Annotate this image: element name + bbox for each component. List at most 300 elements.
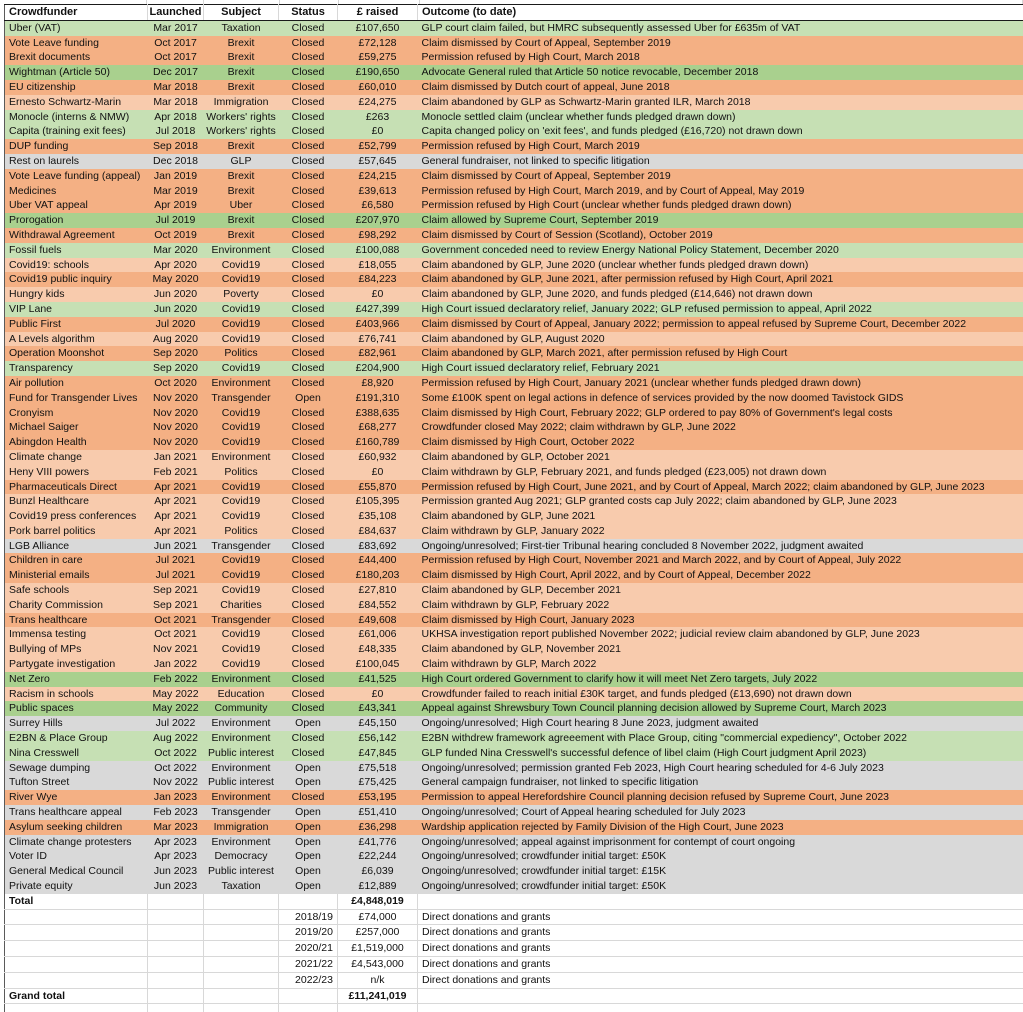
cell-launched[interactable]: Jun 2023 (148, 879, 204, 894)
cell-raised[interactable]: £18,055 (338, 258, 418, 273)
cell-crowdfunder[interactable]: General Medical Council (5, 864, 148, 879)
cell-launched[interactable]: Sep 2020 (148, 361, 204, 376)
cell-subject[interactable]: Charities (204, 598, 279, 613)
cell-empty[interactable] (148, 925, 204, 941)
cell-status[interactable]: Closed (279, 110, 338, 125)
cell-raised[interactable]: £27,810 (338, 583, 418, 598)
cell-subject[interactable]: Environment (204, 835, 279, 850)
cell-crowdfunder[interactable]: Monocle (interns & NMW) (5, 110, 148, 125)
cell-raised[interactable]: £48,335 (338, 642, 418, 657)
cell-launched[interactable]: Jan 2023 (148, 790, 204, 805)
cell-crowdfunder[interactable]: LGB Alliance (5, 539, 148, 554)
cell-donation-raised[interactable]: £74,000 (338, 909, 418, 925)
cell-crowdfunder[interactable]: Fund for Transgender Lives (5, 391, 148, 406)
cell-launched[interactable]: Jul 2021 (148, 553, 204, 568)
cell-outcome[interactable]: Some £100K spent on legal actions in defence of services provided by the now doomed Tavistock GIDS (418, 391, 1023, 406)
cell-launched[interactable]: Apr 2018 (148, 110, 204, 125)
cell-outcome[interactable]: Claim abandoned by GLP, August 2020 (418, 332, 1023, 347)
cell-launched[interactable]: Jul 2019 (148, 213, 204, 228)
cell-status[interactable]: Closed (279, 598, 338, 613)
cell-launched[interactable]: Feb 2022 (148, 672, 204, 687)
cell-launched[interactable]: Dec 2017 (148, 65, 204, 80)
cell-subject[interactable]: Covid19 (204, 302, 279, 317)
cell-crowdfunder[interactable]: Bullying of MPs (5, 642, 148, 657)
cell-outcome[interactable]: Ongoing/unresolved; permission granted Feb 2023, High Court hearing scheduled for 4-6 July 2023 (418, 761, 1023, 776)
cell-status[interactable]: Closed (279, 20, 338, 35)
cell-outcome[interactable]: Claim abandoned by GLP as Schwartz-Marin granted ILR, March 2018 (418, 95, 1023, 110)
cell-status[interactable]: Closed (279, 198, 338, 213)
cell-donation-year[interactable]: 2022/23 (279, 972, 338, 988)
cell-raised[interactable]: £60,010 (338, 80, 418, 95)
cell-outcome[interactable]: Claim abandoned by GLP, October 2021 (418, 450, 1023, 465)
cell-empty[interactable] (279, 1004, 338, 1012)
cell-empty[interactable] (204, 925, 279, 941)
cell-empty[interactable] (148, 894, 204, 909)
cell-donation-raised[interactable]: £257,000 (338, 925, 418, 941)
cell-subject[interactable]: Immigration (204, 820, 279, 835)
cell-outcome[interactable]: Appeal against Shrewsbury Town Council planning decision allowed by Supreme Court, March 2023 (418, 701, 1023, 716)
cell-outcome[interactable]: GLP court claim failed, but HMRC subsequently assessed Uber for £635m of VAT (418, 20, 1023, 35)
cell-outcome[interactable]: Claim dismissed by Dutch court of appeal, June 2018 (418, 80, 1023, 95)
cell-subject[interactable]: Public interest (204, 864, 279, 879)
cell-crowdfunder[interactable]: Vote Leave funding (5, 36, 148, 51)
cell-outcome[interactable]: Permission refused by High Court, June 2021, and by Court of Appeal, March 2022; claim abandoned by GLP, June 2023 (418, 480, 1023, 495)
cell-launched[interactable]: May 2022 (148, 701, 204, 716)
cell-crowdfunder[interactable]: Racism in schools (5, 687, 148, 702)
cell-status[interactable]: Closed (279, 228, 338, 243)
cell-outcome[interactable]: Ongoing/unresolved; crowdfunder initial target: £50K (418, 879, 1023, 894)
cell-empty[interactable] (418, 1004, 1023, 1012)
cell-launched[interactable]: Jan 2022 (148, 657, 204, 672)
header-status[interactable]: Status (279, 5, 338, 21)
cell-status[interactable]: Closed (279, 701, 338, 716)
cell-status[interactable]: Closed (279, 731, 338, 746)
cell-launched[interactable]: Apr 2020 (148, 258, 204, 273)
cell-raised[interactable]: £388,635 (338, 406, 418, 421)
cell-launched[interactable]: Mar 2023 (148, 820, 204, 835)
cell-launched[interactable]: Jul 2021 (148, 568, 204, 583)
cell-launched[interactable]: Apr 2021 (148, 480, 204, 495)
cell-empty[interactable] (279, 894, 338, 909)
cell-subject[interactable]: Brexit (204, 50, 279, 65)
cell-launched[interactable]: Jul 2020 (148, 317, 204, 332)
cell-subject[interactable]: Democracy (204, 849, 279, 864)
cell-status[interactable]: Closed (279, 435, 338, 450)
cell-raised[interactable]: £61,006 (338, 627, 418, 642)
cell-outcome[interactable]: Monocle settled claim (unclear whether funds pledged drawn down) (418, 110, 1023, 125)
cell-launched[interactable]: Dec 2018 (148, 154, 204, 169)
cell-crowdfunder[interactable]: VIP Lane (5, 302, 148, 317)
cell-empty[interactable] (148, 1004, 204, 1012)
cell-subject[interactable]: Brexit (204, 139, 279, 154)
cell-subject[interactable]: Uber (204, 198, 279, 213)
cell-launched[interactable]: Jul 2018 (148, 124, 204, 139)
cell-raised[interactable]: £41,776 (338, 835, 418, 850)
cell-empty[interactable] (148, 957, 204, 973)
cell-raised[interactable]: £35,108 (338, 509, 418, 524)
cell-crowdfunder[interactable]: A Levels algorithm (5, 332, 148, 347)
header-launched[interactable]: Launched (148, 5, 204, 21)
cell-subject[interactable]: Covid19 (204, 406, 279, 421)
cell-launched[interactable]: Oct 2019 (148, 228, 204, 243)
cell-subject[interactable]: Covid19 (204, 553, 279, 568)
cell-status[interactable]: Open (279, 820, 338, 835)
cell-subject[interactable]: Covid19 (204, 361, 279, 376)
cell-subject[interactable]: Transgender (204, 391, 279, 406)
cell-launched[interactable]: Nov 2022 (148, 775, 204, 790)
cell-raised[interactable]: £51,410 (338, 805, 418, 820)
cell-launched[interactable]: Sep 2021 (148, 598, 204, 613)
cell-raised[interactable]: £100,045 (338, 657, 418, 672)
cell-empty[interactable] (5, 1004, 148, 1012)
cell-donation-outcome[interactable]: Direct donations and grants (418, 925, 1023, 941)
cell-subject[interactable]: Covid19 (204, 642, 279, 657)
cell-raised[interactable]: £12,889 (338, 879, 418, 894)
cell-crowdfunder[interactable]: Public spaces (5, 701, 148, 716)
cell-status[interactable]: Closed (279, 36, 338, 51)
cell-subject[interactable]: Politics (204, 346, 279, 361)
cell-subject[interactable]: Workers' rights (204, 110, 279, 125)
cell-raised[interactable]: £24,275 (338, 95, 418, 110)
cell-empty[interactable] (204, 941, 279, 957)
cell-status[interactable]: Closed (279, 568, 338, 583)
cell-crowdfunder[interactable]: Operation Moonshot (5, 346, 148, 361)
cell-launched[interactable]: May 2022 (148, 687, 204, 702)
cell-donation-outcome[interactable]: Direct donations and grants (418, 972, 1023, 988)
cell-launched[interactable]: Nov 2020 (148, 420, 204, 435)
cell-donation-year[interactable]: 2020/21 (279, 941, 338, 957)
cell-status[interactable]: Open (279, 849, 338, 864)
cell-raised[interactable]: £56,142 (338, 731, 418, 746)
cell-outcome[interactable]: UKHSA investigation report published November 2022; judicial review claim abandoned by GLP, June 2023 (418, 627, 1023, 642)
cell-status[interactable]: Closed (279, 420, 338, 435)
cell-status[interactable]: Closed (279, 657, 338, 672)
cell-empty[interactable] (279, 988, 338, 1004)
cell-raised[interactable]: £44,400 (338, 553, 418, 568)
cell-status[interactable]: Closed (279, 465, 338, 480)
cell-raised[interactable]: £83,692 (338, 539, 418, 554)
cell-subject[interactable]: Environment (204, 376, 279, 391)
cell-outcome[interactable]: Claim abandoned by GLP, March 2021, after permission refused by High Court (418, 346, 1023, 361)
cell-donation-raised[interactable]: n/k (338, 972, 418, 988)
cell-raised[interactable]: £82,961 (338, 346, 418, 361)
cell-subject[interactable]: Covid19 (204, 435, 279, 450)
cell-subject[interactable]: Covid19 (204, 332, 279, 347)
cell-subject[interactable]: Covid19 (204, 568, 279, 583)
cell-status[interactable]: Closed (279, 687, 338, 702)
cell-subject[interactable]: Community (204, 701, 279, 716)
cell-outcome[interactable]: Claim abandoned by GLP, June 2021, after permission refused by High Court, April 2021 (418, 272, 1023, 287)
cell-raised[interactable]: £84,552 (338, 598, 418, 613)
cell-launched[interactable]: Aug 2022 (148, 731, 204, 746)
cell-crowdfunder[interactable]: Immensa testing (5, 627, 148, 642)
cell-raised[interactable]: £57,645 (338, 154, 418, 169)
cell-empty[interactable] (204, 909, 279, 925)
cell-launched[interactable]: Jun 2020 (148, 302, 204, 317)
cell-crowdfunder[interactable]: Uber VAT appeal (5, 198, 148, 213)
cell-raised[interactable]: £0 (338, 124, 418, 139)
cell-outcome[interactable]: Permission granted Aug 2021; GLP granted costs cap July 2022; claim abandoned by GLP, June 2023 (418, 494, 1023, 509)
cell-crowdfunder[interactable]: Wightman (Article 50) (5, 65, 148, 80)
cell-subject[interactable]: Politics (204, 465, 279, 480)
cell-outcome[interactable]: Claim dismissed by Court of Session (Scotland), October 2019 (418, 228, 1023, 243)
cell-subject[interactable]: Covid19 (204, 509, 279, 524)
cell-status[interactable]: Open (279, 835, 338, 850)
cell-raised[interactable]: £72,128 (338, 36, 418, 51)
cell-outcome[interactable]: Claim allowed by Supreme Court, September 2019 (418, 213, 1023, 228)
cell-donation-outcome[interactable]: Direct donations and grants (418, 957, 1023, 973)
cell-launched[interactable]: Apr 2023 (148, 835, 204, 850)
cell-launched[interactable]: Oct 2017 (148, 50, 204, 65)
cell-outcome[interactable]: Wardship application rejected by Family Division of the High Court, June 2023 (418, 820, 1023, 835)
cell-subject[interactable]: Covid19 (204, 480, 279, 495)
cell-raised[interactable]: £204,900 (338, 361, 418, 376)
cell-crowdfunder[interactable]: Charity Commission (5, 598, 148, 613)
cell-status[interactable]: Closed (279, 627, 338, 642)
cell-launched[interactable]: Oct 2022 (148, 746, 204, 761)
cell-crowdfunder[interactable]: Covid19: schools (5, 258, 148, 273)
cell-crowdfunder[interactable]: Michael Saiger (5, 420, 148, 435)
cell-crowdfunder[interactable]: Private equity (5, 879, 148, 894)
cell-status[interactable]: Closed (279, 361, 338, 376)
cell-status[interactable]: Closed (279, 80, 338, 95)
cell-crowdfunder[interactable]: Nina Cresswell (5, 746, 148, 761)
cell-raised[interactable]: £105,395 (338, 494, 418, 509)
cell-subject[interactable]: Covid19 (204, 317, 279, 332)
cell-crowdfunder[interactable]: E2BN & Place Group (5, 731, 148, 746)
cell-subject[interactable]: Environment (204, 450, 279, 465)
cell-raised[interactable]: £47,845 (338, 746, 418, 761)
cell-status[interactable]: Open (279, 761, 338, 776)
cell-subject[interactable]: Covid19 (204, 583, 279, 598)
cell-raised[interactable]: £191,310 (338, 391, 418, 406)
cell-grand-total-raised[interactable]: £11,241,019 (338, 988, 418, 1004)
cell-crowdfunder[interactable]: Public First (5, 317, 148, 332)
cell-status[interactable]: Closed (279, 672, 338, 687)
cell-raised[interactable]: £8,920 (338, 376, 418, 391)
cell-subject[interactable]: Education (204, 687, 279, 702)
cell-crowdfunder[interactable]: Medicines (5, 184, 148, 199)
cell-launched[interactable]: Apr 2021 (148, 509, 204, 524)
cell-outcome[interactable]: Permission refused by High Court, March 2019, and by Court of Appeal, May 2019 (418, 184, 1023, 199)
cell-launched[interactable]: Mar 2018 (148, 95, 204, 110)
cell-empty[interactable] (5, 972, 148, 988)
cell-subject[interactable]: Covid19 (204, 272, 279, 287)
cell-outcome[interactable]: Claim abandoned by GLP, December 2021 (418, 583, 1023, 598)
cell-outcome[interactable]: Claim abandoned by GLP, June 2021 (418, 509, 1023, 524)
cell-crowdfunder[interactable]: Capita (training exit fees) (5, 124, 148, 139)
cell-crowdfunder[interactable]: Children in care (5, 553, 148, 568)
cell-status[interactable]: Closed (279, 287, 338, 302)
cell-status[interactable]: Closed (279, 272, 338, 287)
cell-crowdfunder[interactable]: Trans healthcare (5, 613, 148, 628)
cell-donation-outcome[interactable]: Direct donations and grants (418, 909, 1023, 925)
cell-outcome[interactable]: High Court ordered Government to clarify how it will meet Net Zero targets, July 2022 (418, 672, 1023, 687)
cell-status[interactable]: Closed (279, 302, 338, 317)
cell-outcome[interactable]: Claim abandoned by GLP, June 2020, and funds pledged (£14,646) not drawn down (418, 287, 1023, 302)
cell-subject[interactable]: Immigration (204, 95, 279, 110)
cell-launched[interactable]: Jun 2020 (148, 287, 204, 302)
cell-empty[interactable] (148, 909, 204, 925)
cell-outcome[interactable]: Claim dismissed by High Court, January 2023 (418, 613, 1023, 628)
cell-status[interactable]: Closed (279, 376, 338, 391)
cell-status[interactable]: Closed (279, 642, 338, 657)
cell-status[interactable]: Closed (279, 746, 338, 761)
cell-subject[interactable]: Public interest (204, 775, 279, 790)
cell-subject[interactable]: Brexit (204, 228, 279, 243)
cell-outcome[interactable]: Permission refused by High Court, March 2019 (418, 139, 1023, 154)
cell-raised[interactable]: £60,932 (338, 450, 418, 465)
cell-crowdfunder[interactable]: Climate change protesters (5, 835, 148, 850)
cell-launched[interactable]: Mar 2017 (148, 20, 204, 35)
cell-launched[interactable]: Jan 2021 (148, 450, 204, 465)
cell-crowdfunder[interactable]: Partygate investigation (5, 657, 148, 672)
cell-outcome[interactable]: Claim dismissed by High Court, February 2022; GLP ordered to pay 80% of Government's legal costs (418, 406, 1023, 421)
cell-subject[interactable]: Environment (204, 672, 279, 687)
cell-raised[interactable]: £263 (338, 110, 418, 125)
cell-empty[interactable] (5, 941, 148, 957)
cell-raised[interactable]: £68,277 (338, 420, 418, 435)
cell-launched[interactable]: Jan 2019 (148, 169, 204, 184)
cell-raised[interactable]: £49,608 (338, 613, 418, 628)
cell-empty[interactable] (204, 957, 279, 973)
cell-status[interactable]: Closed (279, 524, 338, 539)
cell-status[interactable]: Closed (279, 613, 338, 628)
cell-launched[interactable]: Nov 2020 (148, 406, 204, 421)
cell-launched[interactable]: Aug 2020 (148, 332, 204, 347)
cell-outcome[interactable]: Claim dismissed by Court of Appeal, September 2019 (418, 36, 1023, 51)
cell-donation-year[interactable]: 2018/19 (279, 909, 338, 925)
cell-status[interactable]: Closed (279, 50, 338, 65)
cell-status[interactable]: Closed (279, 213, 338, 228)
cell-donation-raised[interactable]: £4,543,000 (338, 957, 418, 973)
cell-status[interactable]: Closed (279, 243, 338, 258)
cell-raised[interactable]: £52,799 (338, 139, 418, 154)
cell-raised[interactable]: £53,195 (338, 790, 418, 805)
cell-donation-year[interactable]: 2021/22 (279, 957, 338, 973)
cell-status[interactable]: Closed (279, 480, 338, 495)
cell-outcome[interactable]: General campaign fundraiser, not linked to specific litigation (418, 775, 1023, 790)
cell-raised[interactable]: £0 (338, 465, 418, 480)
cell-crowdfunder[interactable]: Trans healthcare appeal (5, 805, 148, 820)
cell-donation-raised[interactable]: £1,519,000 (338, 941, 418, 957)
cell-status[interactable]: Closed (279, 406, 338, 421)
cell-outcome[interactable]: High Court issued declaratory relief, January 2022; GLP refused permission to appeal, April 2022 (418, 302, 1023, 317)
cell-raised[interactable]: £84,637 (338, 524, 418, 539)
cell-status[interactable]: Closed (279, 539, 338, 554)
cell-status[interactable]: Closed (279, 184, 338, 199)
cell-empty[interactable] (148, 941, 204, 957)
cell-launched[interactable]: Oct 2020 (148, 376, 204, 391)
cell-subject[interactable]: Brexit (204, 169, 279, 184)
cell-crowdfunder[interactable]: Transparency (5, 361, 148, 376)
header-subject[interactable]: Subject (204, 5, 279, 21)
cell-outcome[interactable]: Claim abandoned by GLP, November 2021 (418, 642, 1023, 657)
cell-crowdfunder[interactable]: Net Zero (5, 672, 148, 687)
cell-raised[interactable]: £207,970 (338, 213, 418, 228)
cell-launched[interactable]: May 2020 (148, 272, 204, 287)
cell-launched[interactable]: Oct 2022 (148, 761, 204, 776)
cell-raised[interactable]: £100,088 (338, 243, 418, 258)
cell-subject[interactable]: Covid19 (204, 258, 279, 273)
cell-status[interactable]: Closed (279, 95, 338, 110)
cell-crowdfunder[interactable]: Abingdon Health (5, 435, 148, 450)
cell-status[interactable]: Closed (279, 154, 338, 169)
cell-launched[interactable]: Oct 2021 (148, 613, 204, 628)
cell-outcome[interactable]: Capita changed policy on 'exit fees', and funds pledged (£16,720) not drawn down (418, 124, 1023, 139)
cell-status[interactable]: Closed (279, 317, 338, 332)
cell-raised[interactable]: £0 (338, 287, 418, 302)
cell-subject[interactable]: Covid19 (204, 657, 279, 672)
cell-empty[interactable] (418, 988, 1023, 1004)
cell-outcome[interactable]: Crowdfunder failed to reach initial £30K target, and funds pledged (£13,690) not drawn down (418, 687, 1023, 702)
cell-empty[interactable] (148, 972, 204, 988)
cell-outcome[interactable]: Claim withdrawn by GLP, February 2022 (418, 598, 1023, 613)
cell-crowdfunder[interactable]: Ministerial emails (5, 568, 148, 583)
cell-subject[interactable]: GLP (204, 154, 279, 169)
cell-outcome[interactable]: Permission refused by High Court, March 2018 (418, 50, 1023, 65)
cell-subject[interactable]: Environment (204, 716, 279, 731)
cell-empty[interactable] (204, 1004, 279, 1012)
cell-subject[interactable]: Environment (204, 790, 279, 805)
cell-subject[interactable]: Environment (204, 243, 279, 258)
cell-subject[interactable]: Covid19 (204, 494, 279, 509)
cell-total-label[interactable]: Total (5, 894, 148, 909)
cell-outcome[interactable]: Permission refused by High Court (unclear whether funds pledged drawn down) (418, 198, 1023, 213)
cell-outcome[interactable]: Ongoing/unresolved; crowdfunder initial target: £15K (418, 864, 1023, 879)
cell-crowdfunder[interactable]: Safe schools (5, 583, 148, 598)
cell-outcome[interactable]: Claim abandoned by GLP, June 2020 (unclear whether funds pledged drawn down) (418, 258, 1023, 273)
cell-raised[interactable]: £107,650 (338, 20, 418, 35)
cell-status[interactable]: Closed (279, 494, 338, 509)
cell-subject[interactable]: Environment (204, 761, 279, 776)
header-crowdfunder[interactable]: Crowdfunder (5, 5, 148, 21)
header-outcome[interactable]: Outcome (to date) (418, 5, 1023, 21)
cell-crowdfunder[interactable]: Withdrawal Agreement (5, 228, 148, 243)
cell-empty[interactable] (5, 957, 148, 973)
cell-status[interactable]: Closed (279, 124, 338, 139)
cell-outcome[interactable]: General fundraiser, not linked to specific litigation (418, 154, 1023, 169)
cell-raised[interactable]: £45,150 (338, 716, 418, 731)
cell-outcome[interactable]: Ongoing/unresolved; Court of Appeal hearing scheduled for July 2023 (418, 805, 1023, 820)
cell-crowdfunder[interactable]: Air pollution (5, 376, 148, 391)
cell-empty[interactable] (5, 925, 148, 941)
cell-status[interactable]: Closed (279, 346, 338, 361)
cell-status[interactable]: Closed (279, 553, 338, 568)
cell-status[interactable]: Closed (279, 139, 338, 154)
cell-crowdfunder[interactable]: Covid19 press conferences (5, 509, 148, 524)
cell-donation-year[interactable]: 2019/20 (279, 925, 338, 941)
cell-launched[interactable]: Feb 2023 (148, 805, 204, 820)
cell-crowdfunder[interactable]: Ernesto Schwartz-Marin (5, 95, 148, 110)
cell-launched[interactable]: Nov 2021 (148, 642, 204, 657)
cell-crowdfunder[interactable]: Covid19 public inquiry (5, 272, 148, 287)
cell-subject[interactable]: Politics (204, 524, 279, 539)
cell-raised[interactable]: £76,741 (338, 332, 418, 347)
cell-outcome[interactable]: Crowdfunder closed May 2022; claim withdrawn by GLP, June 2022 (418, 420, 1023, 435)
cell-status[interactable]: Closed (279, 332, 338, 347)
header-raised[interactable]: £ raised (338, 5, 418, 21)
cell-subject[interactable]: Covid19 (204, 420, 279, 435)
cell-outcome[interactable]: Permission refused by High Court, January 2021 (unclear whether funds pledged drawn down) (418, 376, 1023, 391)
cell-crowdfunder[interactable]: River Wye (5, 790, 148, 805)
cell-raised[interactable]: £403,966 (338, 317, 418, 332)
cell-subject[interactable]: Brexit (204, 65, 279, 80)
cell-launched[interactable]: Feb 2021 (148, 465, 204, 480)
cell-launched[interactable]: Sep 2021 (148, 583, 204, 598)
cell-raised[interactable]: £6,039 (338, 864, 418, 879)
cell-subject[interactable]: Transgender (204, 539, 279, 554)
